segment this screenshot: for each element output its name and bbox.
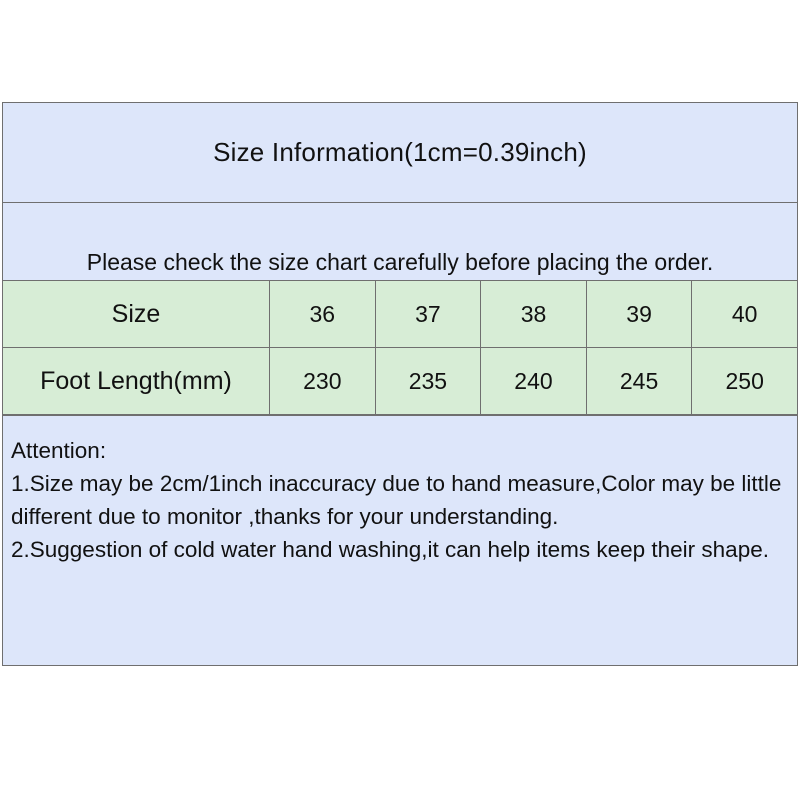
size-value: 38: [481, 281, 587, 348]
foot-length-value: 235: [375, 348, 481, 415]
foot-length-value: 230: [270, 348, 376, 415]
table-row: [3, 281, 798, 348]
notice-text: Please check the size chart carefully before placing the order.: [86, 249, 714, 275]
row-header-foot-length: Foot Length(mm): [3, 348, 270, 415]
size-value: 37: [375, 281, 481, 348]
foot-length-value: 245: [586, 348, 692, 415]
size-value: 36: [270, 281, 376, 348]
attention-band: [2, 415, 798, 666]
notice-band: [2, 202, 798, 280]
size-table: [2, 280, 798, 415]
table-row: [3, 348, 798, 415]
attention-heading: Attention:: [11, 438, 107, 463]
row-header-size: Size: [3, 281, 270, 348]
attention-line-1: 1.Size may be 2cm/1inch inaccuracy due to hand measure,Color may be little different due to monitor ,thanks for your understanding.: [11, 471, 788, 529]
size-value: 39: [586, 281, 692, 348]
page-title: Size Information(1cm=0.39inch): [213, 137, 587, 167]
foot-length-value: 250: [692, 348, 798, 415]
foot-length-value: 240: [481, 348, 587, 415]
attention-line-2: 2.Suggestion of cold water hand washing,it can help items keep their shape.: [11, 537, 769, 562]
title-band: [2, 102, 798, 202]
size-chart: [2, 102, 798, 666]
size-value: 40: [692, 281, 798, 348]
